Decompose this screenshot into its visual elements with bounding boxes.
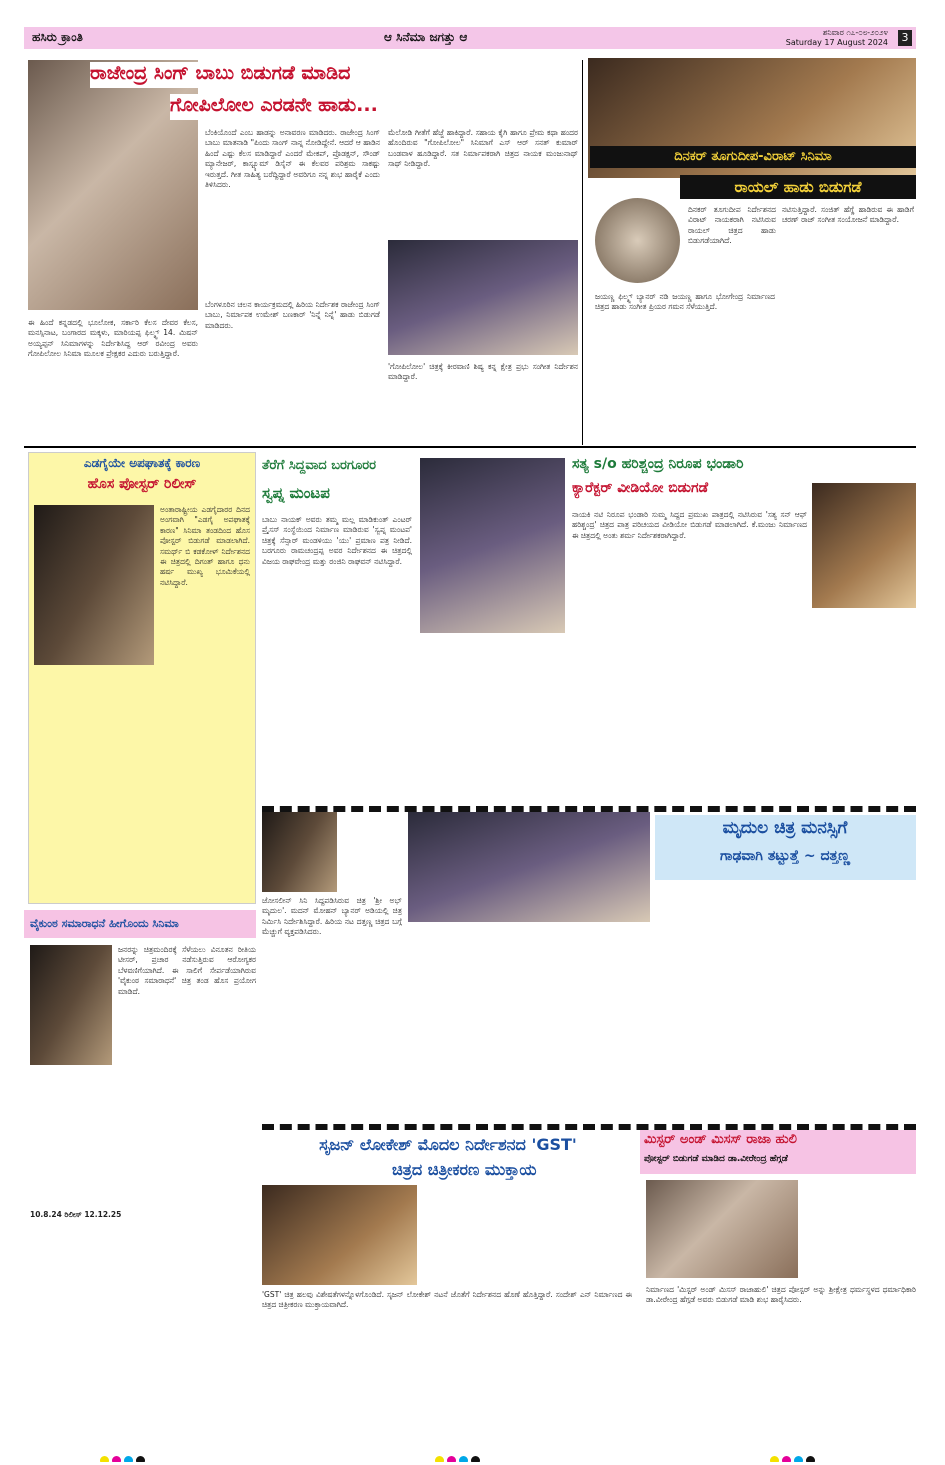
article1-caption: 'ಗೋಪಿಲೋಲ' ಚಿತ್ರಕ್ಕೆ ಕೀರವಾಣಿ ಶಿಷ್ಯ ಕನ್ನ ಕ್ಷೇತ್ರ ಪ್ರಭು ಸಂಗೀತ ನಿರ್ದೇಶನ ಮಾಡಿದ್ದಾರೆ.	[388, 362, 578, 382]
registration-marks-center	[435, 1450, 505, 1462]
article6-headline-line2: ಗಾಢವಾಗಿ ತಟ್ಟುತ್ತೆ ~ ದತ್ತಣ್ಣ	[719, 848, 851, 864]
date-english: Saturday 17 August 2024	[785, 38, 888, 47]
article9-body: ನಿರ್ಮಾಣದ 'ಮಿಸ್ಟರ್ ಅಂಡ್ ಮಿಸಸ್ ರಾಜಾಹುಲಿ' ಚಿತ್ರದ ಪೋಸ್ಟರ್ ಅನ್ನು ಶ್ರೀಕ್ಷೇತ್ರ ಧರ್ಮಸ್ಥಳದ ಧರ್ಮಾಧಿಕಾರಿ ಡಾ.ವೀರೇಂದ್ರ ಹೆಗ್ಗಡೆ ಅವರು ಬಿಡುಗಡೆ ಮಾಡಿ ಶುಭ ಹಾರೈಸಿದರು.	[646, 1285, 916, 1305]
article9-headline-line1: ಮಿಸ್ಟರ್ ಅಂಡ್ ಮಿಸಸ್ ರಾಜಾ ಹುಲಿ	[644, 1132, 797, 1147]
article7-headline: ವೈಕುಂಠ ಸಮಾರಾಧನೆ ಹೀಗೊಂದು ಸಿನಿಮಾ	[24, 910, 256, 938]
article2-body-col2: ಜಯಣ್ಣ ಫಿಲ್ಮ್ಸ್ ಬ್ಯಾನರ್ ನಡಿ ಜಯಣ್ಣ ಹಾಗೂ ಭೋಗೇಂದ್ರ ನಿರ್ಮಾಣದ ಚಿತ್ರದ ಹಾಡು ಸಂಗೀತ ಪ್ರಿಯರ ಗಮನ ಸೆಳೆಯುತ್ತಿದೆ.	[595, 292, 775, 312]
article8-headline-line2: ಚಿತ್ರದ ಚಿತ್ರೀಕರಣ ಮುಕ್ತಾಯ	[392, 1160, 537, 1179]
date-kannada: ಶನಿವಾರ ೧೭-೦೮-೨೦೨೪	[822, 28, 888, 37]
article2-headline-line2: ರಾಯಲ್ ಹಾಡು ಬಿಡುಗಡೆ	[680, 175, 916, 199]
paper-name: ಹಸಿರು ಕ್ರಾಂತಿ	[32, 30, 83, 44]
article4-body: ಬಾಬು ನಾಯಕ್ ಅವರು ತಮ್ಮ ಮಲ್ಲ ಮಾಡಿಕುಂತ್ ಎಂಟರ್ ಪ್ರೈಸಸ್ ಸಂಸ್ಥೆಯಿಂದ ನಿರ್ಮಾಣ ಮಾಡಿರುವ 'ಸ್ವಪ್ನ ಮಂಟಪ' ಚಿತ್ರಕ್ಕೆ ಸೆನ್ಸಾರ್ ಮಂಡಳಿಯು 'ಯು' ಪ್ರಮಾಣ ಪತ್ರ ನೀಡಿದೆ. ಬರಗೂರು ರಾಮಚಂದ್ರಪ್ಪ ಅವರ ನಿರ್ದೇಶನದ ಈ ಚಿತ್ರದಲ್ಲಿ ವಿಜಯ ರಾಘವೇಂದ್ರ ಮತ್ತು ರಂಜಿನಿ ರಾಘವನ್ ನಟಿಸಿದ್ದಾರೆ.	[262, 515, 412, 566]
mrudula-event-photo	[408, 812, 650, 922]
article1-body-col1: ಬೆಂಕಿಯೊಂದೆ ಎಂಬ ಹಾಡನ್ನು ಅನಾವರಣ ಮಾಡಿದರು. ರಾಜೇಂದ್ರ ಸಿಂಗ್ ಬಾಬು ಮಾತನಾಡಿ "ಪಿಂದು ಸಾಂಗ್ ನಾನ್ನ ನೋಡಿದ್ದೇನೆ. ಆದರೆ ಆ ಹಾಡಿನ ಹಿಂದೆ ಎಷ್ಟು ಕೆಲಸ ಮಾಡಿದ್ದಾರೆ ಎಂದರೆ ಮೇಕಪ್, ಪ್ರೊಡಕ್ಷನ್, ಸೌಂಡ್ ಮ್ಯಾನೇಜರ್, ಕಾಸ್ಟ್ಯೂಮ್ ಡಿಸೈನ್ ಈ ಕೆಲವರ ಪರಿಶ್ರಮ ಸಾಕಷ್ಟು ಇರುತ್ತದೆ. ಗೀತ ಸಾಹಿತ್ಯ ಬರೆದ್ದಿದ್ದಾರೆ ಅವರಿಗೂ ನನ್ನ ಶುಭ ಹಾರೈಕೆ ಎಂದು ತಿಳಿಸಿದರು.	[205, 128, 380, 190]
raja-huli-poster-launch-photo	[646, 1180, 798, 1278]
article2-headline-line1: ದಿನಕರ್ ತೂಗುದೀಪ-ವಿರಾಟ್ ಸಿನಿಮಾ	[590, 146, 916, 168]
section-divider-1	[24, 446, 916, 448]
mrudula-director-photo	[262, 812, 337, 892]
column-divider	[582, 60, 583, 445]
article8-headline-line1: ಸೃಜನ್ ಲೋಕೇಶ್ ಮೊದಲ ನಿರ್ದೇಶನದ 'GST'	[319, 1135, 577, 1154]
article7-body: ಜನರನ್ನು ಚಿತ್ರಮಂದಿರಕ್ಕೆ ಸೆಳೆಯಲು ವಿನೂತನ ರೀತಿಯ ಟೀಸರ್, ಪ್ರಚಾರ ನಡೆಸುತ್ತಿರುವ ಆರೋಗ್ಯಕರ ಬೆಳವಣಿಗೆಯಾಗಿದೆ. ಈ ಸಾಲಿಗೆ ಸೇರ್ಪಡೆಯಾಗಿರುವ 'ವೈಕುಂಠ ಸಮಾರಾಧನೆ' ಚಿತ್ರ ತಂಡ ಹೊಸ ಪ್ರಯೋಗ ಮಾಡಿದೆ.	[118, 945, 256, 996]
article1-headline-line1: ರಾಜೇಂದ್ರ ಸಿಂಗ್ ಬಾಬು ಬಿಡುಗಡೆ ಮಾಡಿದ	[90, 62, 560, 88]
article5-headline-line1: ಸತ್ಯ s/o ಹರಿಶ್ಚಂದ್ರ ನಿರೂಪ ಭಂಡಾರಿ	[572, 456, 744, 472]
nirupa-bhandari-photo	[812, 483, 916, 608]
article1-headline-line2: ಗೋಪಿಲೋಲ ಎರಡನೇ ಹಾಡು...	[170, 94, 460, 120]
article5-headline-line2: ಕ್ಯಾರೆಕ್ಟರ್ ವೀಡಿಯೋ ಬಿಡುಗಡೆ	[572, 480, 709, 496]
article2-body-col3: ನಟಿಸುತ್ತಿದ್ದಾರೆ. ಸಂಜಿತ್ ಹೆಗ್ಡೆ ಹಾಡಿರುವ ಈ ಹಾಡಿಗೆ ಚರಣ್ ರಾಜ್ ಸಂಗೀತ ಸಂಯೋಜನೆ ಮಾಡಿದ್ದಾರೆ.	[782, 205, 914, 225]
swapna-mantapa-photo	[420, 458, 565, 633]
registration-marks-left	[100, 1450, 170, 1462]
section-title: ಆ ಸಿನೆಮಾ ಜಗತ್ತು ಆ	[384, 30, 468, 44]
article5-body: ನಾಯಕಿ ನಟಿ ನಿರೂಪ ಭಂಡಾರಿ ಸುಮ್ಮ ಸಿದ್ದದ ಪ್ರಮುಖ ಪಾತ್ರದಲ್ಲಿ ನಟಿಸಿರುವ 'ಸತ್ಯ ಸನ್ ಆಫ್ ಹರಿಶ್ಚಂದ್ರ' ಚಿತ್ರದ ಪಾತ್ರ ಪರಿಚಯದ ವೀಡಿಯೋ ಬಿಡುಗಡೆ ಮಾಡಲಾಗಿದೆ. ಕೆ.ಮಂಜು ನಿರ್ಮಾಣದ ಈ ಚಿತ್ರದಲ್ಲಿ ಅಂತು ಶರ್ಮ ನಿರ್ದೇಶಕರಾಗಿದ್ದಾರೆ.	[572, 510, 807, 540]
registration-marks-right	[770, 1450, 840, 1462]
article6-body: ಜೋಸಲೀನ್ ಸಿನಿ ಸಿದ್ದಪಡಿಸಿರುವ ಚಿತ್ರ 'ಶ್ರೀ ಅಭ್ ಮೃದುಲ'. ಮದನ್ ಮೋಹನ್ ಬ್ಯಾನರ್ ಅಡಿಯಲ್ಲಿ ಚಿತ್ರ ನಿರ್ಮಿಸಿ ನಿರ್ದೇಶಿಸಿದ್ದಾರೆ. ಹಿರಿಯ ನಟ ದತ್ತಣ್ಣ ಚಿತ್ರದ ಬಗ್ಗೆ ಮೆಚ್ಚುಗೆ ವ್ಯಕ್ತಪಡಿಸಿದರು.	[262, 896, 402, 937]
article8-body: 'GST' ಚಿತ್ರ ಹಲವು ವಿಶೇಷತೆಗಳನ್ನೊಳಗೊಂಡಿದೆ. ಸೃಜನ್ ಲೋಕೇಶ್ ನಟನೆ ಜೊತೆಗೆ ನಿರ್ದೇಶನದ ಹೊಣೆ ಹೊತ್ತಿದ್ದಾರೆ. ಸಂದೇಶ್ ಎನ್ ನಿರ್ಮಾಣದ ಈ ಚಿತ್ರದ ಚಿತ್ರೀಕರಣ ಮುಕ್ತಾಯವಾಗಿದೆ.	[262, 1290, 632, 1310]
article3-headline-line1: ಎಡಗೈಯೇ ಅಪಘಾತಕ್ಕೆ ಕಾರಣ	[83, 456, 201, 470]
edagaiye-poster	[34, 505, 154, 665]
vaikunta-actor-photo	[30, 945, 112, 1065]
gopilola-event-photo	[388, 240, 578, 355]
article9-headline-line2: ಪೋಸ್ಟರ್ ಬಿಡುಗಡೆ ಮಾಡಿದ ಡಾ.ವೀರೇಂದ್ರ ಹೆಗ್ಗಡೆ	[644, 1154, 788, 1164]
director-portrait	[595, 198, 680, 283]
article3-headline-line2: ಹೊಸ ಪೋಸ್ಟರ್ ರಿಲೀಸ್	[87, 476, 197, 492]
article4-headline-line1: ತೆರೆಗೆ ಸಿದ್ದವಾದ ಬರಗೂರರ	[262, 458, 376, 473]
article1-body-col3: ಈ ಹಿಂದೆ ಕನ್ನಡದಲ್ಲಿ ಭೂಲೋಕ, ಸರ್ಕಾರಿ ಕೆಲಸ ದೇವರ ಕೆಲಸ, ಮನಸ್ಸಿನಾಟ, ಬಂಗಾರದ ಮಕ್ಕಳು, ಮಾರಿಯಪ್ಪ ಫಿಲ್ಮ್ಸ್ 14. ಮಿಷನ್ ಅಯ್ಯಪ್ಪನ್ ಸಿನಿಮಾಗಳನ್ನು ನಿರ್ದೇಶಿಸಿದ್ದ ಆರ್ ರವೀಂದ್ರ ಅವರು ಗೋಪಿಲೋಲ ಸಿನಿಮಾ ಮೂಲಕ ಪ್ರೇಕ್ಷಕರ ಎದುರು ಬರುತ್ತಿದ್ದಾರೆ.	[28, 318, 198, 359]
article6-headline-line1: ಮೃದುಲ ಚಿತ್ರ ಮನಸ್ಸಿಗೆ	[722, 818, 848, 838]
article1-body-col2: ಮೆಲೋಡಿ ಗೀತೆಗೆ ಹೆಜ್ಜೆ ಹಾಕಿದ್ದಾರೆ. ಸಹಾಯ ಕೈಗಿ ಹಾಗೂ ಪ್ರೇಮ ಕಥಾ ಹಂದರ ಹೊಂದಿರುವ "ಗೋಪಿಲೋಲ" ಸಿನಿಮಾಗೆ ಎಸ್ ಆರ್ ಸನತ್ ಕುಮಾರ್ ಬಂಡವಾಳ ಹೂಡಿದ್ದಾರೆ. ಸತ ನಿರ್ಮಾಪಕರಾಗಿ ಚಿತ್ರದ ನಾಯಕ ಮಂಜುನಾಥ್ ಸಾಥ್ ನೀಡಿದ್ದಾರೆ.	[388, 128, 578, 169]
article2-body-col1: ದಿನಕರ್ ತೂಗುದೀಪ ನಿರ್ದೇಶನದ ವಿರಾಟ್ ನಾಯಕರಾಗಿ ನಟಿಸಿರುವ ರಾಯಲ್ ಚಿತ್ರದ ಹಾಡು ಬಿಡುಗಡೆಯಾಗಿದೆ.	[688, 205, 776, 246]
page-number: 3	[898, 30, 912, 46]
article3-body: ಅಂತಾರಾಷ್ಟ್ರೀಯ ಎಡಗೈದಾರರ ದಿನದ ಅಂಗವಾಗಿ "ಎಡಗೈ ಅಪಘಾತಕ್ಕೆ ಕಾರಣ" ಸಿನಿಮಾ ತಂಡದಿಂದ ಹೊಸ ಪೋಸ್ಟರ್ ಬಿಡುಗಡೆ ಮಾಡಲಾಗಿದೆ. ಸಮರ್ಥ್ ಬಿ ಕಡಕೋಳ್ ನಿರ್ದೇಶನದ ಈ ಚಿತ್ರದಲ್ಲಿ ದಿಗಂತ್ ಹಾಗೂ ಧನು ಹರ್ಷ ಮುಖ್ಯ ಭೂಮಿಕೆಯಲ್ಲಿ ನಟಿಸಿದ್ದಾರೆ.	[160, 505, 250, 587]
article1-body-col4: ಬೆಂಗಳೂರಿನ ಚಲನ ಕಾರ್ಯಕ್ರಮದಲ್ಲಿ ಹಿರಿಯ ನಿರ್ದೇಶಕ ರಾಜೇಂದ್ರ ಸಿಂಗ್ ಬಾಬು, ನಿರ್ಮಾಪಕ ಉಮೇಶ್ ಬಣಕಾರ್ 'ನಿನ್ನೆ ನಿನ್ನೆ' ಹಾಡು ಬಿಡುಗಡೆ ಮಾಡಿದರು.	[205, 300, 380, 330]
article4-headline-line2: ಸ್ವಪ್ನ ಮಂಟಪ	[262, 484, 330, 502]
article7-dates: 10.8.24 ರಿಲೀಸ್ 12.12.25	[30, 1210, 122, 1219]
gst-poster	[262, 1185, 417, 1285]
header-date	[786, 28, 888, 48]
page-header	[24, 27, 916, 49]
